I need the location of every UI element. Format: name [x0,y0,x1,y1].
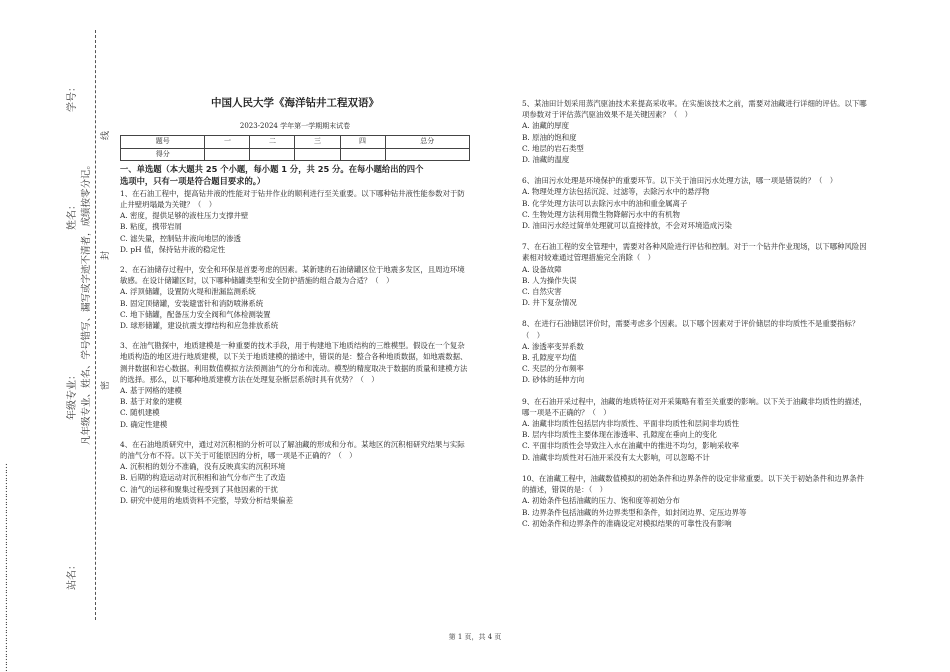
question-option: C. 自然灾害 [522,287,562,297]
question-3 [120,340,470,430]
question-option: A. 密度，提供足够的液柱压力支撑井壁 [120,211,249,221]
question-stem: 1、在石油工程中，提高钻井液的性能对于钻井作业的顺利进行至关重要。以下哪种钻井液性能参数对于防止井壁坍塌最为关键？（ ） [120,188,465,210]
question-option: A. 油藏非均质性包括层内非均质性、平面非均质性和层间非均质性 [522,419,739,429]
question-option: A. 沉积相的划分不准确，没有反映真实的沉积环境 [120,462,286,472]
section-heading-line: 选项中，只有一项是符合题目要求的。） [120,175,266,186]
question-option: A. 物理处理方法包括沉淀、过滤等，去除污水中的悬浮物 [522,187,710,197]
binding-dots-outer: …………………………………………………………………… [0,464,10,672]
question-option: D. 研究中使用的地质资料不完整，导致分析结果偏差 [120,495,293,505]
binding-margin [0,0,110,672]
question-option: D. 球形储罐，建设抗震支撑结构和应急排放系统 [120,321,279,331]
binding-dashed-line [95,30,96,620]
question-option: B. 固定顶储罐，安装避雷针和消防喷淋系统 [120,298,264,308]
binding-feng: 封 [101,250,111,260]
score-table-score-row [121,148,470,160]
score-table [120,135,470,160]
left-column [120,98,470,515]
question-option: D. 确定性建模 [120,419,168,429]
question-option: A. 初始条件包括油藏的压力、饱和度等初始分布 [522,496,680,506]
question-option: B. 原油的饱和度 [522,132,577,142]
binding-warning: 凡年级专业、姓名、学号错写、漏写或字迹不清者，成绩按零分记。 [81,159,92,445]
question-option: A. 设备故障 [522,264,562,274]
right-column [522,98,867,539]
question-option: B. 边界条件包括油藏的外边界类型和条件，如封闭边界、定压边界等 [522,507,747,517]
score-header-cell: 总分 [385,136,469,148]
question-option: C. 地层的岩石类型 [522,143,584,153]
score-table-header-row [121,136,470,148]
question-stem: 6、油田污水处理是环境保护的重要环节。以下关于油田污水处理方法，哪一项是错误的？（ ） [522,176,838,186]
question-option: C. 滤失量，控制钻井液向地层的渗透 [120,233,241,243]
section-heading [120,163,470,187]
score-cell [205,148,250,160]
question-option: D. pH 值，保持钻井液的稳定性 [120,244,226,254]
question-stem: 2、在石油储存过程中，安全和环保是首要考虑的因素。某新建的石油储罐区位于地震多发区，且周边环境敏感。在设计储罐区时，以下哪种储罐类型和安全防护措施的组合最为合适？（ ） [120,265,465,286]
score-header-cell: 三 [295,136,340,148]
question-option: A. 基于网格的建模 [120,386,182,396]
question-option: B. 层内非均质性主要体现在渗透率、孔隙度在垂向上的变化 [522,430,717,440]
page-footer: 第 1 页，共 4 页 [448,633,502,641]
score-cell [340,148,385,160]
question-2 [120,264,470,331]
question-option: B. 人为操作失误 [522,275,577,285]
question-option: A. 渗透率变异系数 [522,341,584,351]
question-7 [522,241,867,308]
question-option: B. 基于对象的建模 [120,397,182,407]
question-option: B. 化学处理方法可以去除污水中的油和重金属离子 [522,198,688,208]
question-6 [522,175,867,231]
question-option: D. 油藏非均质性对石油开采没有太大影响，可以忽略不计 [522,452,710,462]
question-option: B. 后期的构造运动对沉积相和油气分布产生了改造 [120,473,286,483]
question-option: D. 油藏的温度 [522,155,570,165]
exam-title: 中国人民大学《海洋钻井工程双语》 [211,97,379,109]
question-5 [522,98,867,165]
question-stem: 9、在石油开采过程中，油藏的地质特征对开采策略有着至关重要的影响。以下关于油藏非均质性的描述，哪一项是不正确的？（ ） [522,396,867,417]
question-9 [522,396,867,463]
question-8 [522,318,867,385]
question-option: C. 随机建模 [120,408,160,418]
question-stem: 8、在进行石油储层评价时，需要考虑多个因素。以下哪个因素对于评价储层的非均质性不是重要指标？（ ） [522,319,860,340]
score-cell [385,148,469,160]
score-header-cell: 四 [340,136,385,148]
score-row-label: 得分 [121,148,205,160]
question-stem: 7、在石油工程的安全管理中，需要对各种风险进行评估和控制。对于一个钻井作业现场，以下哪种风险因素相对较难通过管理措施完全消除（ ） [522,242,867,263]
question-option: C. 油气的运移和聚集过程受到了其他因素的干扰 [120,484,278,494]
exam-subtitle: 2023-2024 学年第一学期期末试卷 [239,122,351,131]
score-cell [295,148,340,160]
binding-xian: 线 [101,130,111,140]
station-name-label: 站名： [67,560,78,590]
question-option: D. 井下复杂情况 [522,298,577,308]
grade-major-label: 年级专业： [67,370,78,420]
question-option: B. 粘度，携带岩屑 [120,222,182,232]
binding-mi: 密 [101,380,111,390]
question-4 [120,439,470,506]
question-stem: 10、在油藏工程中，油藏数值模拟的初始条件和边界条件的设定非常重要。以下关于初始条件和边界条件的描述，错误的是：（ ） [522,473,864,495]
section-heading-line: 一、单选题（本大题共 25 个小题，每小题 1 分，共 25 分。在每小题给出的四个 [120,163,424,174]
question-option: C. 生物处理方法利用微生物降解污水中的有机物 [522,209,680,219]
score-cell [250,148,295,160]
question-stem: 3、在油气勘探中，地质建模是一种重要的技术手段，用于构建地下地质结构的三维模型。假设在一个复杂地质构造的地区进行地质建模，以下关于地质建模的描述中，错误的是：整合各种地质数据，如地震数据、测井数据和岩心数据。利用数值模拟方法预测油气的分布和流动。模型的精度取决于数据的质量和建模方法的选择。那么，以下哪种地质建模方法在处理复杂断层系统时具有优势？（ ） [120,341,468,384]
student-id-label: 学号： [67,82,78,112]
question-option: C. 地下储罐，配备压力安全阀和气体检测装置 [120,309,271,319]
question-option: B. 孔隙度平均值 [522,353,577,363]
question-10 [522,473,867,529]
question-option: D. 砂体的延伸方向 [522,375,585,385]
question-option: A. 油藏的厚度 [522,121,569,131]
score-header-cell: 二 [250,136,295,148]
name-label: 姓名： [67,200,78,230]
question-option: C. 平面非均质性会导致注入水在油藏中的推进不均匀，影响采收率 [522,441,740,451]
score-header-cell: 题号 [121,136,205,148]
question-stem: 4、在石油地质研究中，通过对沉积相的分析可以了解油藏的形成和分布。某地区的沉积相研究结果与实际的油气分布不符。以下关于可能原因的分析，哪一项是不正确的？（ ） [120,439,465,461]
question-stem: 5、某油田计划采用蒸汽驱油技术来提高采收率。在实施该技术之前，需要对油藏进行详细的评估。以下哪项参数对于评估蒸汽驱油效果不是关键因素？（ ） [522,99,867,120]
question-option: A. 浮顶储罐，设置防火堤和泄漏监测系统 [120,287,256,297]
question-option: D. 油田污水经过简单处理就可以直接排放，不会对环境造成污染 [522,221,732,231]
question-option: C. 初始条件和边界条件的准确设定对模拟结果的可靠性没有影响 [522,518,732,528]
question-option: C. 夹层的分布频率 [522,364,584,374]
question-1 [120,188,470,255]
score-header-cell: 一 [205,136,250,148]
